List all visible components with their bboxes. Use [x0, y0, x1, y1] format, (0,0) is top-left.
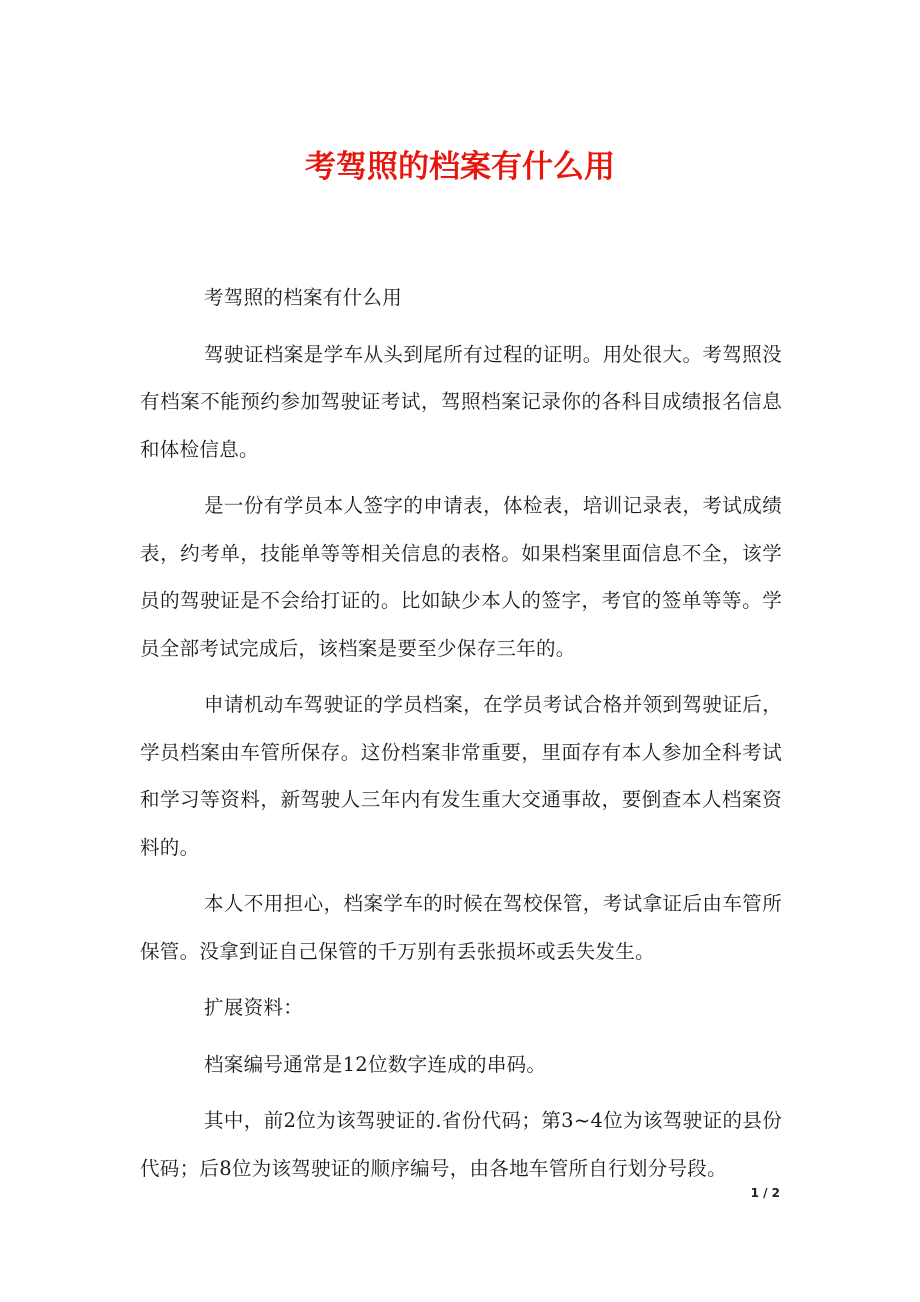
paragraph: 扩展资料： — [204, 996, 304, 1019]
paragraph: 驾驶证档案是学车从头到尾所有过程的证明。用处很大。考驾照没有档案不能预约参加驾驶证考试，驾照档案记录你的各科目成绩报名信息和体检信息。 — [140, 342, 782, 461]
paragraph: 考驾照的档案有什么用 — [204, 286, 403, 309]
paragraph: 申请机动车驾驶证的学员档案，在学员考试合格并领到驾驶证后，学员档案由车管所保存。这份档案非常重要，里面存有本人参加全科考试和学习等资料，新驾驶人三年内有发生重大交通事故，要倒查本人档案资料的。 — [140, 693, 782, 859]
paragraph: 档案编号通常是12位数字连成的串码。 — [204, 1052, 547, 1076]
paragraph: 其中，前2位为该驾驶证的.省份代码；第3~4位为该驾驶证的县份代码；后8位为该驾驶证的顺序编号，由各地车管所自行划分号段。 — [140, 1109, 782, 1180]
document-body — [140, 274, 782, 1201]
paragraph: 本人不用担心，档案学车的时候在驾校保管，考试拿证后由车管所保管。没拿到证自己保管的千万别有丢张损坏或丢失发生。 — [140, 892, 782, 963]
page-number: 1 / 2 — [750, 1186, 780, 1200]
paragraph: 是一份有学员本人签字的申请表，体检表，培训记录表，考试成绩表，约考单，技能单等等相关信息的表格。如果档案里面信息不全，该学员的驾驶证是不会给打证的。比如缺少本人的签字，考官的签单等等。学员全部考试完成后，该档案是要至少保存三年的。 — [140, 494, 782, 660]
document-title: 考驾照的档案有什么用 — [305, 149, 615, 185]
